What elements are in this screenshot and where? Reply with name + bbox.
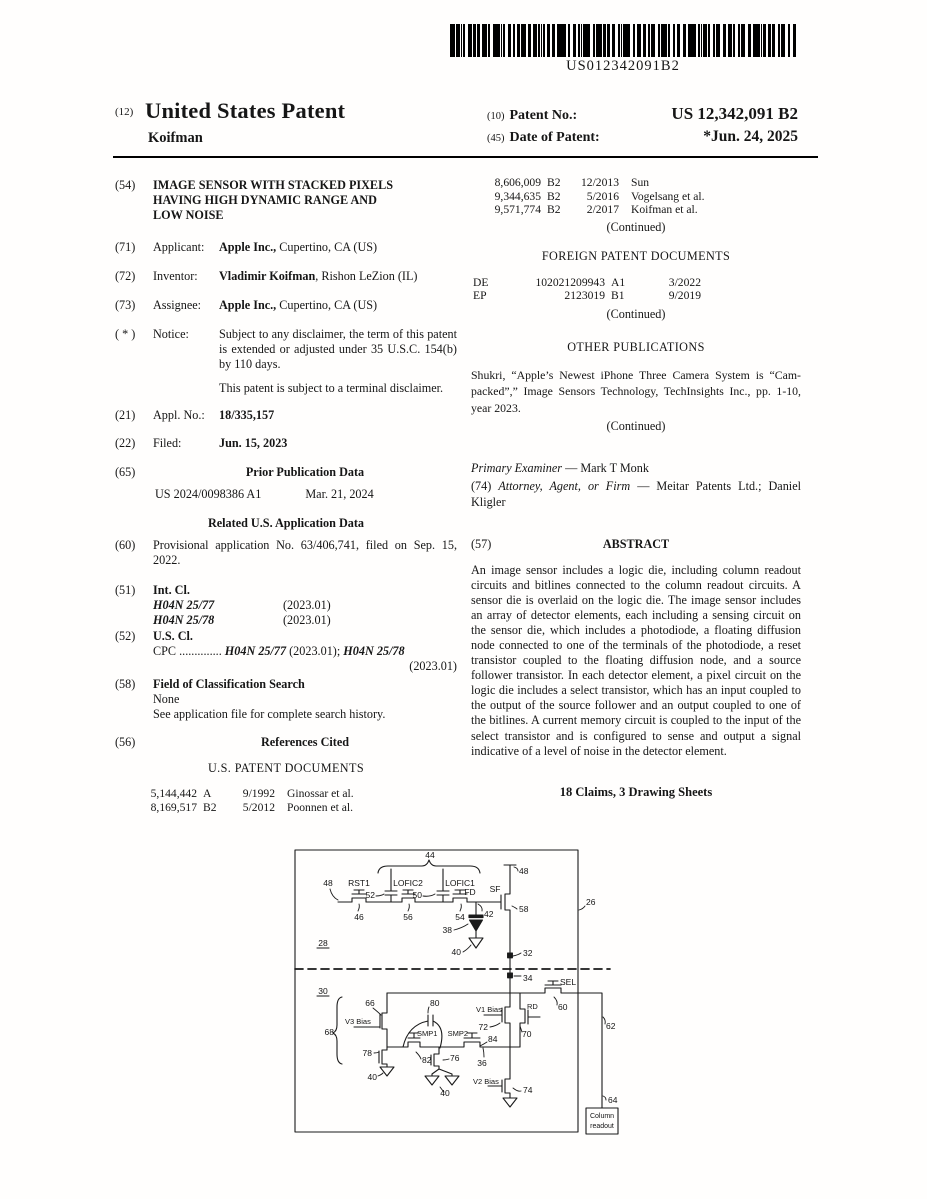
reference-row: 5,144,442 A 9/1992 Ginossar et al. [150,787,354,800]
us-references-right [471,176,801,217]
barcode-number: US012342091B2 [566,58,680,74]
label-40-left: 40 [367,1072,377,1082]
label-48-top: 48 [519,866,529,876]
label-rd: RD [527,1002,538,1011]
label-28: 28 [318,938,328,948]
continued-note: (Continued) [606,306,666,321]
field-provisional: (60) Provisional application No. 63/406,741, filed on Sep. 15, 2022. [115,538,457,567]
label-46: 46 [354,912,364,922]
label-84: 84 [488,1034,498,1044]
label-60: 60 [558,1002,568,1012]
notice-paragraph-2: This patent is subject to a terminal disclaimer. [219,381,444,395]
patent-date-row [487,128,798,146]
barcode-image [450,24,796,57]
label-58: 58 [519,904,529,914]
label-70: 70 [522,1029,532,1039]
foreign-references [471,276,801,303]
label-36: 36 [477,1058,487,1068]
reference-row: 9,571,774 B2 2/2017 Koifman et al. [494,203,698,216]
primary-examiner-line: Primary Examiner — Mark T Monk [471,461,649,475]
column-readout-label-line2: readout [590,1123,614,1130]
foreign-reference-row: DE 102021209943 A1 3/2022 [473,275,701,289]
field-appl-no: (21) Appl. No.: 18/335,157 [115,408,275,422]
field-inventor: (72) Inventor: Vladimir Koifman, Rishon LeZion (IL) [115,269,418,283]
patent-number-block [487,104,798,150]
reference-row: 9,344,635 B2 5/2016 Vogelsang et al. [494,189,705,203]
patent-no-label: (10) Patent No.: [487,108,578,123]
label-30: 30 [318,986,328,996]
field-title: (54) IMAGE SENSOR WITH STACKED PIXELS HAVING HIGH DYNAMIC RANGE AND LOW NOISE [115,178,457,223]
patent-no-value: US 12,342,091 B2 [671,104,798,123]
claims-drawing-sheets-line: 18 Claims, 3 Drawing Sheets [559,784,713,799]
left-column [115,178,457,814]
label-smp2: SMP2 [447,1029,468,1038]
invention-title: IMAGE SENSOR WITH STACKED PIXELS HAVING HIGH DYNAMIC RANGE AND LOW NOISE [153,178,393,222]
continued-note: (Continued) [606,419,666,433]
related-data-heading: Related U.S. Application Data [207,516,365,530]
patent-number-row [487,104,798,124]
label-sf: SF [489,884,501,894]
field-prior-publication: (65) Prior Publication Data [115,465,365,479]
label-v2-bias: V2 Bias [473,1077,499,1086]
label-40-middle: 40 [440,1088,450,1098]
label-62: 62 [606,1021,616,1031]
abstract-heading-row: (57) ABSTRACT [471,536,670,551]
figure-circuit-schematic [292,845,628,1140]
label-32: 32 [523,948,533,958]
figure-labels [318,850,617,1130]
label-72: 72 [478,1022,488,1032]
label-82: 82 [422,1055,432,1065]
other-publications-heading: OTHER PUBLICATIONS [567,339,705,354]
label-lofic1: LOFIC1 [445,878,475,888]
circuit-linework [295,850,618,1134]
continued-note: (Continued) [606,219,666,234]
us-references-left [115,787,457,814]
label-44: 44 [425,850,435,860]
field-classification-search: (58) Field of Classification Search None See application file for complete search history. [115,677,386,721]
label-34: 34 [523,973,533,983]
field-notice: ( * ) Notice: Subject to any disclaimer, the term of this patent is extended or adjusted under 35 U.S.C. 154(b) by 110 days. This patent is subject to a terminal disclaimer. [115,327,457,395]
label-v3-bias: V3 Bias [345,1017,371,1026]
other-publication-citation: Shukri, “Apple’s Newest iPhone Three Camera System is “Cam-packed”,” Image Sensors Technology, TechInsights Inc., pp. 1-10, year 2023. [471,367,801,415]
notice-paragraph-1: Subject to any disclaimer, the term of this patent is extended or adjusted under 35 U.S.C. 154(b) by 110 days. [219,327,457,371]
attorney-line: (74) Attorney, Agent, or Firm — Meitar Patents Ltd.; Daniel Kligler [471,478,801,509]
label-78: 78 [362,1048,372,1058]
column-readout-label-line1: Column [589,1113,615,1120]
reference-row: 8,606,009 B2 12/2013 Sun [494,176,650,189]
label-26: 26 [586,897,596,907]
label-74: 74 [523,1085,533,1095]
label-66: 66 [365,998,375,1008]
us-patent-documents-heading: U.S. PATENT DOCUMENTS [207,761,365,775]
label-lofic2: LOFIC2 [393,878,423,888]
label-50: 50 [412,890,422,900]
reference-row: 8,169,517 B2 5/2012 Poonnen et al. [150,800,354,814]
label-rst1: RST1 [348,878,370,888]
date-of-patent-value: *Jun. 24, 2025 [703,128,798,145]
field-references-cited: (56) References Cited [115,735,350,749]
label-80: 80 [430,998,440,1008]
page-title: United States Patent [145,98,346,123]
label-42: 42 [484,909,494,919]
foreign-reference-row: EP 2123019 B1 9/2019 [473,289,701,302]
field-filed: (22) Filed: Jun. 15, 2023 [115,436,288,450]
int-cl-row: H04N 25/78 (2023.01) [153,613,331,627]
abstract-text: An image sensor includes a logic die, including column readout circuits and bitlines connected to the column readout circuits. A sensor die is overlaid on the logic die. The image sensor includes an array of detector elements, each including a sensing circuit on the sensor die, which includes a photodiode, a floating diffusion node connected to one of the terminals of the photodiode, a reset transistor coupled to the floating diffusion node, and a source follower transistor. In each detector element, a pixel circuit on the logic die includes a select transistor, which has an input coupled to the output of the source follower and an output coupled to one of the bitlines. A current memory circuit is coupled to the input of the select transistor and is configured to sense and output a signal indicative of a level of noise in the detector element. [471,562,801,758]
label-68: 68 [324,1027,334,1037]
label-54: 54 [455,912,465,922]
header-divider [113,156,818,158]
label-38: 38 [442,925,452,935]
right-column [471,176,801,800]
label-smp1: SMP1 [417,1029,438,1038]
foreign-patent-documents-heading: FOREIGN PATENT DOCUMENTS [541,248,731,263]
label-fd: FD [464,887,476,897]
field-applicant: (71) Applicant: Apple Inc., Cupertino, CA (US) [115,240,378,254]
date-of-patent-label: (45) Date of Patent: [487,130,600,145]
label-64: 64 [608,1095,618,1105]
label-56: 56 [403,912,413,922]
label-40-photodiode: 40 [451,947,461,957]
inventor-surname: Koifman [148,130,203,146]
cpc-continuation: (2023.01) [409,659,457,673]
document-kind-code: (12) [115,106,134,118]
label-52: 52 [365,890,375,900]
label-48-left: 48 [323,878,333,888]
barcode-block [450,24,796,75]
cpc-line: CPC .............. H04N 25/77 (2023.01); H04N 25/78 [153,644,405,658]
field-assignee: (73) Assignee: Apple Inc., Cupertino, CA (US) [115,298,378,312]
int-cl-row: H04N 25/77 (2023.01) [153,598,331,612]
label-sel: SEL [560,977,577,987]
prior-publication-entry: US 2024/0098386 A1 Mar. 21, 2024 [155,487,374,501]
label-v1-bias: V1 Bias [476,1005,502,1014]
field-us-cl: (52) U.S. Cl. CPC .............. H04N 25/77 (2023.01); H04N 25/78 (2023.01) [115,629,457,673]
label-76: 76 [450,1053,460,1063]
field-int-cl: (51) Int. Cl. [115,583,190,597]
